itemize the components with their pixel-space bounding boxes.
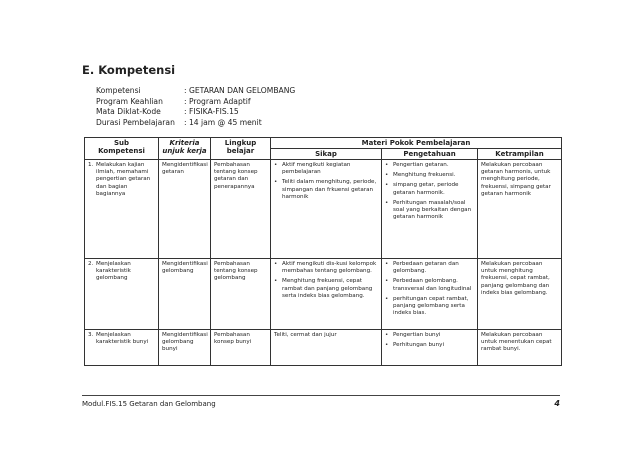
table-row: [85, 259, 562, 330]
table-row: [85, 330, 562, 366]
bullet-icon: •: [385, 342, 389, 349]
info-value: : 14 jam @ 45 menit: [184, 117, 262, 127]
cell-ketrampilan: Melakukan percobaan untuk menentukan cepat rambat bunyi.: [478, 330, 562, 366]
info-label: Mata Diklat-Kode: [96, 107, 161, 116]
bullet-icon: •: [385, 199, 389, 206]
competency-table: [84, 137, 562, 366]
info-row-kompetensi: [96, 86, 295, 97]
bullet-icon: •: [274, 278, 278, 285]
bullet-icon: •: [385, 172, 389, 179]
cell-ketrampilan: Melakukan percobaan untuk menghitung frekuensi, cepat rambat, panjang gelombang dan indeks bias gelombang.: [478, 259, 562, 330]
cell-kriteria: Mengidentifikasi gelombang bunyi: [159, 330, 211, 366]
page-footer: [82, 395, 560, 408]
bullet-icon: •: [274, 162, 278, 168]
cell-sikap: Teliti, cermat dan jujur: [271, 330, 382, 366]
cell-lingkup: Pembahasan tentang konsep gelombang: [211, 259, 271, 330]
info-value: : Program Adaptif: [184, 96, 251, 106]
cell-lingkup: Pembahasan tentang konsep getaran dan penerapannya: [211, 160, 271, 259]
info-value: : GETARAN DAN GELOMBANG: [184, 86, 296, 95]
cell-sub: 3. Menjelaskan karakteristik bunyi: [85, 330, 159, 366]
cell-kriteria: Mengidentifikasi gelombang: [159, 259, 211, 330]
competency-info: [96, 86, 295, 128]
cell-kriteria: Mengidentifikasi getaran: [159, 160, 211, 259]
cell-sikap: • Aktif mengikuti kegiatan pembelajaran • Teliti dalam menghitung, periode, simpangan dan frkuensi getaran harmonik: [271, 160, 382, 259]
info-label: Durasi Pembelajaran: [96, 117, 175, 127]
info-value: : FISIKA-FIS.15: [184, 107, 239, 116]
header-materi: Materi Pokok Pembelajaran: [271, 138, 562, 149]
info-row-durasi: [96, 118, 295, 129]
cell-pengetahuan: • Perbedaan getaran dan gelombang. • Perbedaan gelombang. transversal dan longitudinal • perhitungan cepat rambat, panjang gelombang serta indeks bias.: [382, 259, 478, 330]
cell-ketrampilan: Melakukan percobaan getaran harmonis, untuk menghitung periode, frekuensi, simpang getar getaran harmonik: [478, 160, 562, 259]
info-label: Kompetensi: [96, 86, 141, 95]
page-number: 4: [554, 399, 560, 408]
bullet-icon: •: [385, 295, 389, 302]
cell-sub: 2. Menjelaskan karakteristik gelombang: [85, 259, 159, 330]
header-sub-kompetensi: Sub Kompetensi: [85, 138, 159, 160]
bullet-icon: •: [385, 261, 389, 267]
bullet-icon: •: [385, 332, 389, 338]
bullet-icon: •: [274, 261, 278, 267]
section-title: E. Kompetensi: [82, 63, 176, 77]
cell-sikap: • Aktif mengikuti dis-kusi kelompok membahas tentang gelombang. • Menghitung frekuensi, cepat rambat dan panjang gelombang serta indeks bias gelombang.: [271, 259, 382, 330]
bullet-icon: •: [385, 162, 389, 168]
info-row-mata-diklat: [96, 107, 295, 118]
bullet-icon: •: [385, 182, 389, 189]
header-lingkup: Lingkup belajar: [211, 138, 271, 160]
table-row: [85, 160, 562, 259]
info-label: Program Keahlian: [96, 96, 163, 106]
header-ketrampilan: Ketrampilan: [478, 149, 562, 160]
cell-lingkup: Pembahasan konsep bunyi: [211, 330, 271, 366]
header-kriteria: Kriteria unjuk kerja: [159, 138, 211, 160]
cell-pengetahuan: • Pengertian bunyi • Perhitungan bunyi: [382, 330, 478, 366]
cell-pengetahuan: • Pengertian getaran. • Menghitung frekuensi. • simpang getar, periode getaran harmonik. • Perhitungan masalah/soal soal yang berkaitan dengan getaran harmonik: [382, 160, 478, 259]
footer-text: Modul.FIS.15 Getaran dan Gelombang: [82, 400, 216, 408]
info-row-program: [96, 97, 295, 108]
header-sikap: Sikap: [271, 149, 382, 160]
bullet-icon: •: [385, 278, 389, 285]
header-pengetahuan: Pengetahuan: [382, 149, 478, 160]
bullet-icon: •: [274, 179, 278, 186]
cell-sub: 1. Melakukan kajian ilmiah, memahami pengertian getaran dan bagian bagiannya: [85, 160, 159, 259]
